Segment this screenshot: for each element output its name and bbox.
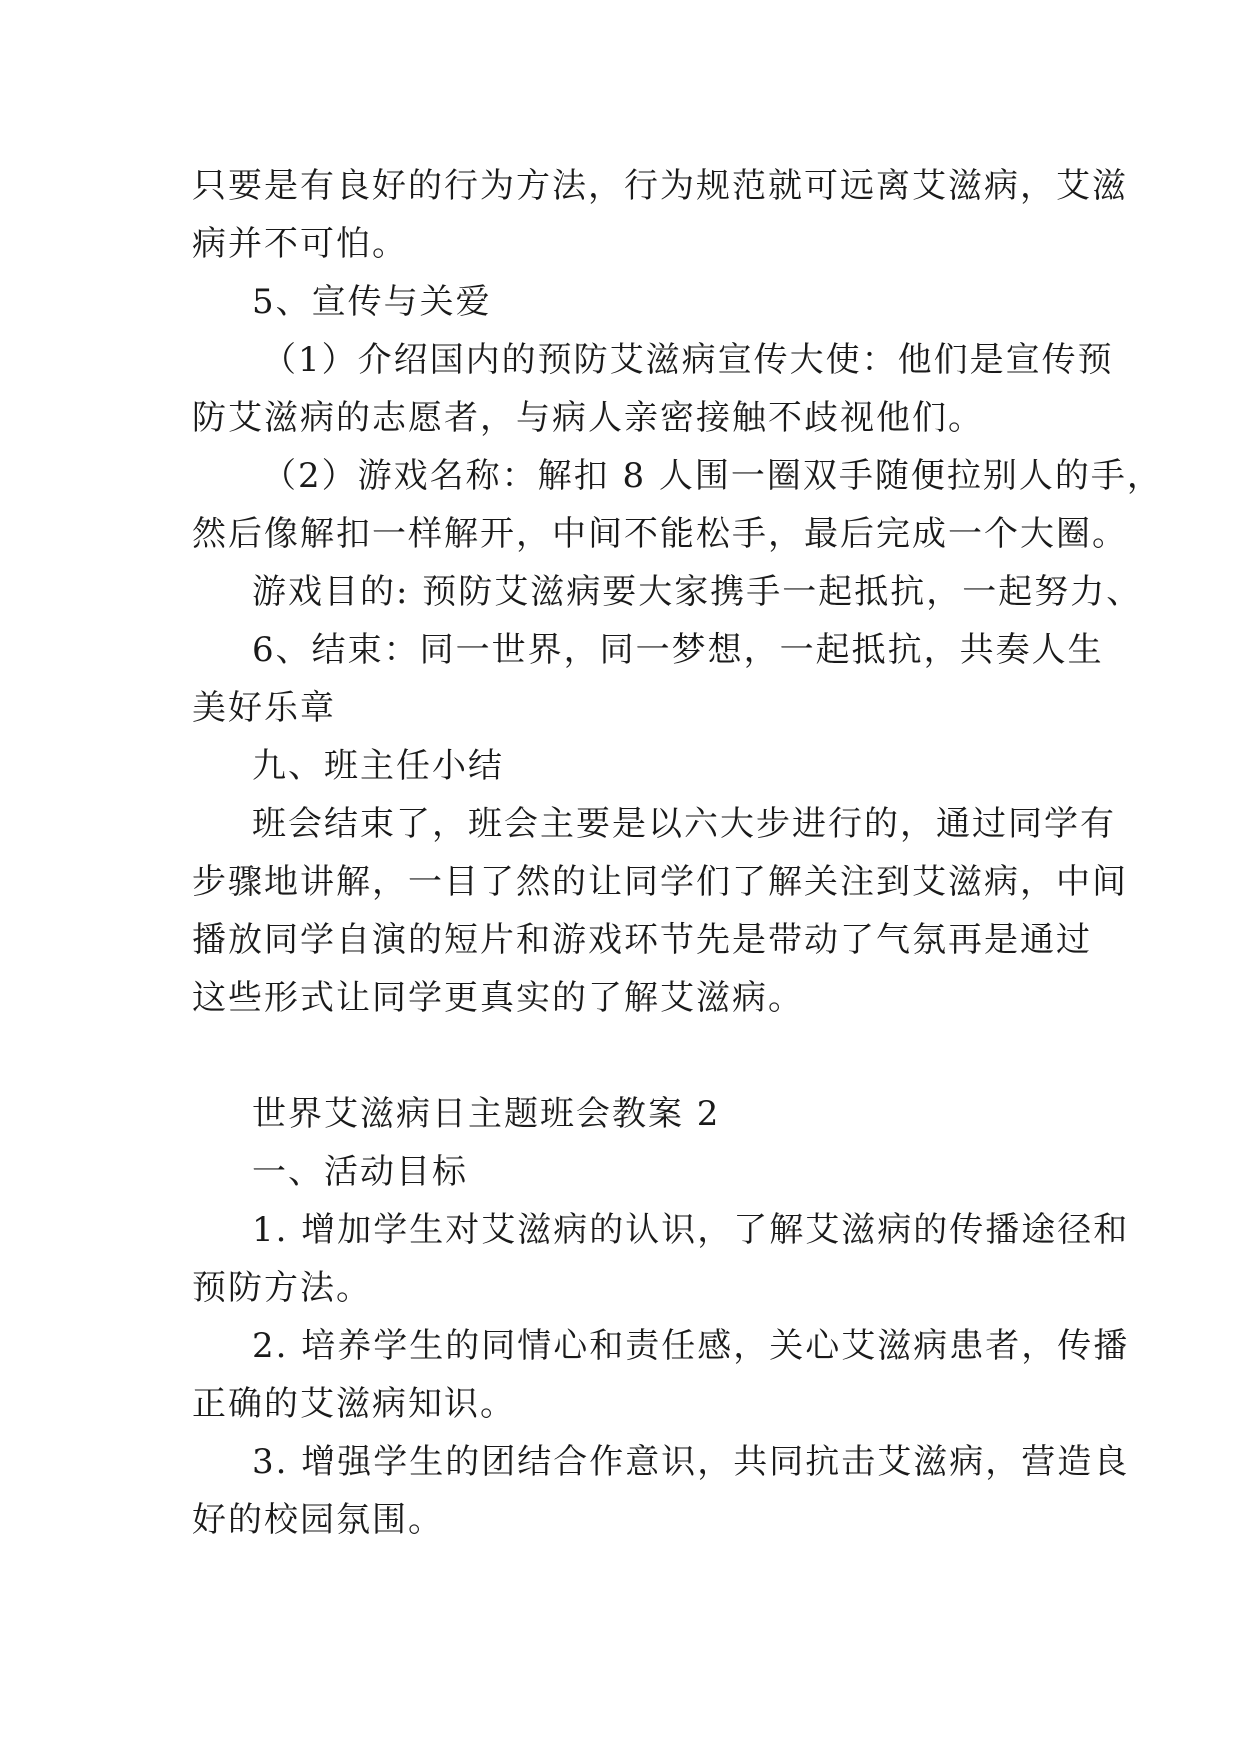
list-item-continuation: 正确的艾滋病知识。 [192,1384,516,1424]
list-item: 2. 培养学生的同情心和责任感，关心艾滋病患者，传播 [252,1326,1130,1366]
paragraph-line: 美好乐章 [192,688,336,728]
paragraph-line: 只要是有良好的行为方法，行为规范就可远离艾滋病，艾滋 [192,166,1128,206]
list-item-continuation: 预防方法。 [192,1268,372,1308]
list-item-continuation: 好的校园氛围。 [192,1500,444,1540]
document-title: 世界艾滋病日主题班会教案 2 [252,1094,721,1134]
section-heading: 九、班主任小结 [252,746,504,786]
paragraph-line: 6、结束：同一世界，同一梦想，一起抵抗，共奏人生 [252,630,1104,670]
paragraph-line: 然后像解扣一样解开，中间不能松手，最后完成一个大圈。 [192,514,1128,554]
paragraph-line: 播放同学自演的短片和游戏环节先是带动了气氛再是通过 [192,920,1092,960]
paragraph-line: 病并不可怕。 [192,224,408,264]
paragraph-line: （2）游戏名称：解扣 8 人围一圈双手随便拉别人的手， [262,456,1163,496]
paragraph-line: 这些形式让同学更真实的了解艾滋病。 [192,978,804,1018]
paragraph-line: （1）介绍国内的预防艾滋病宣传大使：他们是宣传预 [262,340,1114,380]
paragraph-line: 班会结束了，班会主要是以六大步进行的，通过同学有 [252,804,1116,844]
list-item: 3. 增强学生的团结合作意识，共同抗击艾滋病，营造良 [252,1442,1130,1482]
list-item: 1. 增加学生对艾滋病的认识，了解艾滋病的传播途径和 [252,1210,1130,1250]
section-heading: 5、宣传与关爱 [252,282,492,322]
section-heading: 一、活动目标 [252,1152,468,1192]
paragraph-line: 游戏目的: 预防艾滋病要大家携手一起抵抗，一起努力、 [252,572,1143,612]
paragraph-line: 防艾滋病的志愿者，与病人亲密接触不歧视他们。 [192,398,984,438]
paragraph-line: 步骤地讲解，一目了然的让同学们了解关注到艾滋病，中间 [192,862,1128,902]
